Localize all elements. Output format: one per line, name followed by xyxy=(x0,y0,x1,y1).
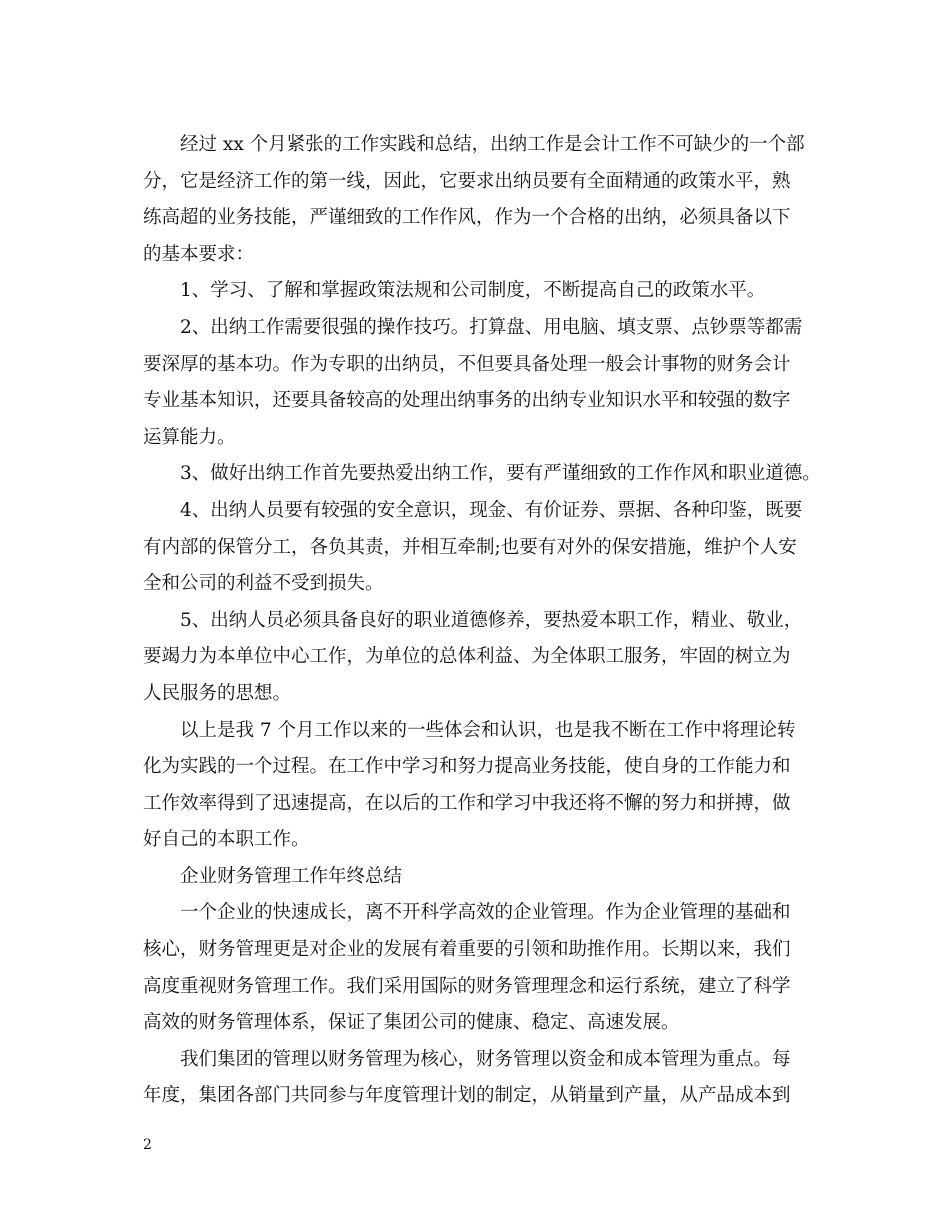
text-line: 高效的财务管理体系，保证了集团公司的健康、稳定、高速发展。 xyxy=(143,1012,680,1034)
text-line: 5、出纳人员必须具备良好的职业道德修养，要热爱本职工作，精业、敬业， xyxy=(180,609,803,631)
text-line: 1、学习、了解和掌握政策法规和公司制度，不断提高自己的政策水平。 xyxy=(180,280,766,302)
text-line: 化为实践的一个过程。在工作中学习和努力提高业务技能，使自身的工作能力和 xyxy=(143,756,791,778)
text-line: 我们集团的管理以财务管理为核心，财务管理以资金和成本管理为重点。每 xyxy=(180,1048,791,1070)
document-body xyxy=(143,131,821,1119)
text-line: 好自己的本职工作。 xyxy=(143,829,310,851)
text-line: 分，它是经济工作的第一线，因此，它要求出纳员要有全面精通的政策水平，熟 xyxy=(143,170,791,192)
text-line: 的基本要求： xyxy=(143,243,255,265)
text-line: 高度重视财务管理工作。我们采用国际的财务管理理念和运行系统，建立了科学 xyxy=(143,975,791,997)
text-line: 要深厚的基本功。作为专职的出纳员，不但要具备处理一般会计事物的财务会计 xyxy=(143,353,791,375)
text-line: 3、做好出纳工作首先要热爱出纳工作，要有严谨细致的工作作风和职业道德。 xyxy=(180,463,821,485)
text-line: 2、出纳工作需要很强的操作技巧。打算盘、用电脑、填支票、点钞票等都需 xyxy=(180,316,803,338)
section-heading: 企业财务管理工作年终总结 xyxy=(180,865,403,887)
text-line: 运算能力。 xyxy=(143,426,236,448)
text-line: 练高超的业务技能，严谨细致的工作作风，作为一个合格的出纳，必须具备以下 xyxy=(143,207,791,229)
page-number: 2 xyxy=(143,1137,152,1153)
text-line: 4、出纳人员要有较强的安全意识，现金、有价证券、票据、各种印鉴，既要 xyxy=(180,499,803,521)
text-line: 人民服务的思想。 xyxy=(143,682,292,704)
text-line: 经过 xx 个月紧张的工作实践和总结，出纳工作是会计工作不可缺少的一个部 xyxy=(180,134,805,155)
text-line: 核心，财务管理更是对企业的发展有着重要的引领和助推作用。长期以来，我们 xyxy=(143,939,791,961)
text-line: 有内部的保管分工，各负其责，并相互牵制;也要有对外的保安措施，维护个人安 xyxy=(143,536,797,558)
text-line: 全和公司的利益不受到损失。 xyxy=(143,573,384,595)
text-line: 以上是我 7 个月工作以来的一些体会和认识，也是我不断在工作中将理论转 xyxy=(180,719,796,741)
text-line: 专业基本知识，还要具备较高的处理出纳事务的出纳专业知识水平和较强的数字 xyxy=(143,390,791,412)
text-line: 年度，集团各部门共同参与年度管理计划的制定，从销量到产量，从产品成本到 xyxy=(143,1085,791,1107)
text-line: 一个企业的快速成长，离不开科学高效的企业管理。作为企业管理的基础和 xyxy=(180,902,791,924)
text-line: 工作效率得到了迅速提高，在以后的工作和学习中我还将不懈的努力和拼搏，做 xyxy=(143,792,791,814)
text-line: 要竭力为本单位中心工作，为单位的总体利益、为全体职工服务，牢固的树立为 xyxy=(143,646,791,668)
